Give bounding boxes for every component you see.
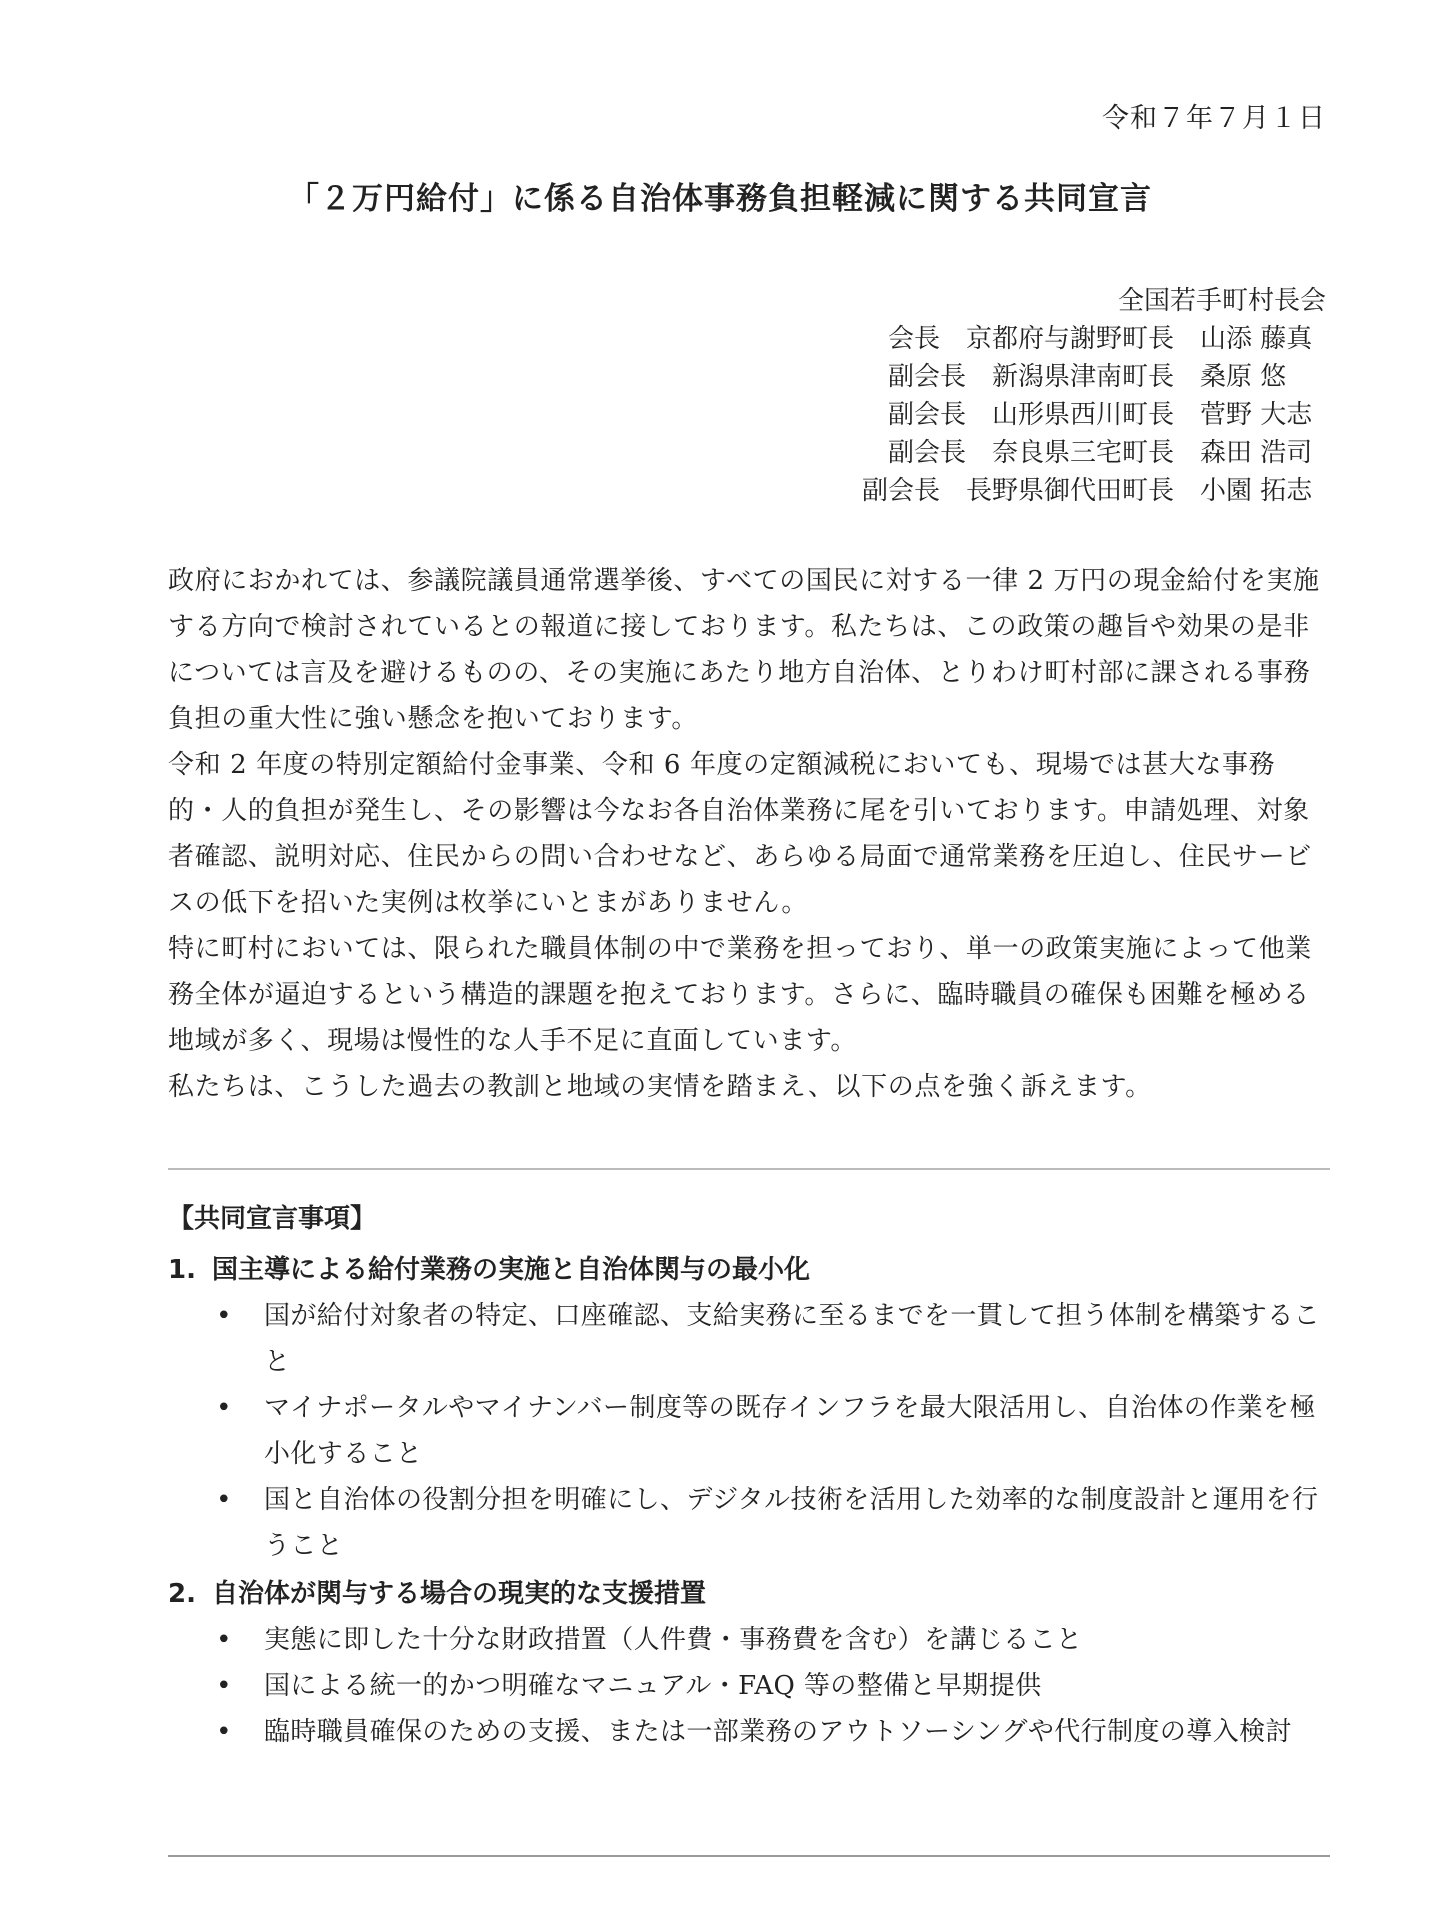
list-item-text: マイナポータルやマイナンバー制度等の既存インフラを最大限活用し、自治体の作業を極小化すること <box>264 1393 1316 1469</box>
signatory-town: 新潟県津南町長 <box>991 362 1174 392</box>
document-date: 令和７年７月１日 <box>1102 103 1326 134</box>
signatory-role: 会長 <box>887 324 940 354</box>
signatory-name: 小園 拓志 <box>1200 476 1313 506</box>
bottom-divider <box>168 1855 1330 1857</box>
declaration-items <box>168 1245 1330 1755</box>
signatory-role: 副会長 <box>887 438 966 468</box>
declaration-item-2 <box>168 1571 1330 1755</box>
document-title: 「２万円給付」に係る自治体事務負担軽減に関する共同宣言 <box>288 181 1152 217</box>
signatory-name: 森田 浩司 <box>1200 438 1313 468</box>
list-item-text: 国と自治体の役割分担を明確にし、デジタル技術を活用した効率的な制度設計と運用を行うこと <box>264 1485 1319 1561</box>
bullet-icon: • <box>216 1717 232 1747</box>
item-number: 2. <box>168 1579 196 1609</box>
bullet-icon: • <box>216 1625 232 1655</box>
list-item-text: 国による統一的かつ明確なマニュアル・FAQ 等の整備と早期提供 <box>264 1671 1042 1701</box>
signatory-row <box>862 434 1330 472</box>
item-heading-text: 国主導による給付業務の実施と自治体関与の最小化 <box>212 1255 811 1285</box>
signatory-row <box>862 320 1330 358</box>
declaration-item-1 <box>168 1247 1330 1569</box>
item-number: 1. <box>168 1255 196 1285</box>
signatory-role: 副会長 <box>887 362 966 392</box>
signatory-town: 長野県御代田町長 <box>965 476 1174 506</box>
list-item-text: 実態に即した十分な財政措置（人件費・事務費を含む）を講じること <box>264 1625 1083 1655</box>
item-heading <box>168 1571 1330 1617</box>
list-item <box>168 1477 1330 1569</box>
signatory-town: 山形県西川町長 <box>991 400 1174 430</box>
bullet-icon: • <box>216 1671 232 1701</box>
list-item <box>168 1709 1330 1755</box>
item-heading-text: 自治体が関与する場合の現実的な支援措置 <box>212 1579 707 1609</box>
list-item-text: 臨時職員確保のための支援、または一部業務のアウトソーシングや代行制度の導入検討 <box>264 1717 1292 1747</box>
list-item <box>168 1663 1330 1709</box>
body-paragraphs <box>168 558 1328 1110</box>
signatory-row <box>862 472 1330 510</box>
signatory-row <box>862 396 1330 434</box>
signatory-name: 菅野 大志 <box>1200 400 1313 430</box>
list-item-text: 国が給付対象者の特定、口座確認、支給実務に至るまでを一貫して担う体制を構築すること <box>264 1301 1321 1377</box>
list-item <box>168 1293 1330 1385</box>
signatory-town: 京都府与謝野町長 <box>965 324 1174 354</box>
body-paragraph: 令和 2 年度の特別定額給付金事業、令和 6 年度の定額減税においても、現場では甚大な事務的・人的負担が発生し、その影響は今なお各自治体業務に尾を引いております。申請処理、対象者確認、説明対応、住民からの問い合わせなど、あらゆる局面で通常業務を圧迫し、住民サービスの低下を招いた実例は枚挙にいとまがありません。 <box>168 750 1312 918</box>
list-item <box>168 1385 1330 1477</box>
bullet-icon: • <box>216 1301 232 1331</box>
body-paragraph: 政府におかれては、参議院議員通常選挙後、すべての国民に対する一律 2 万円の現金給付を実施する方向で検討されているとの報道に接しております。私たちは、この政策の趣旨や効果の是非については言及を避けるものの、その実施にあたり地方自治体、とりわけ町村部に課される事務負担の重大性に強い懸念を抱いております。 <box>168 566 1320 734</box>
bullet-icon: • <box>216 1485 232 1515</box>
top-divider <box>168 1168 1330 1170</box>
signatory-list <box>862 320 1330 510</box>
list-item <box>168 1617 1330 1663</box>
signatory-row <box>862 358 1330 396</box>
signatory-name: 山添 藤真 <box>1200 324 1313 354</box>
body-paragraph: 特に町村においては、限られた職員体制の中で業務を担っており、単一の政策実施によって他業務全体が逼迫するという構造的課題を抱えております。さらに、臨時職員の確保も困難を極める地域が多く、現場は慢性的な人手不足に直面しています。 <box>168 934 1312 1056</box>
signatory-role: 副会長 <box>887 400 966 430</box>
signatory-town: 奈良県三宅町長 <box>991 438 1174 468</box>
body-paragraph: 私たちは、こうした過去の教訓と地域の実情を踏まえ、以下の点を強く訴えます。 <box>168 1072 1152 1102</box>
section-title: 【共同宣言事項】 <box>168 1204 377 1234</box>
organization-name: 全国若手町村長会 <box>1117 286 1326 316</box>
bullet-icon: • <box>216 1393 232 1423</box>
signatory-name: 桑原 悠 <box>1200 362 1287 392</box>
signatory-role: 副会長 <box>861 476 940 506</box>
item-heading <box>168 1247 1330 1293</box>
